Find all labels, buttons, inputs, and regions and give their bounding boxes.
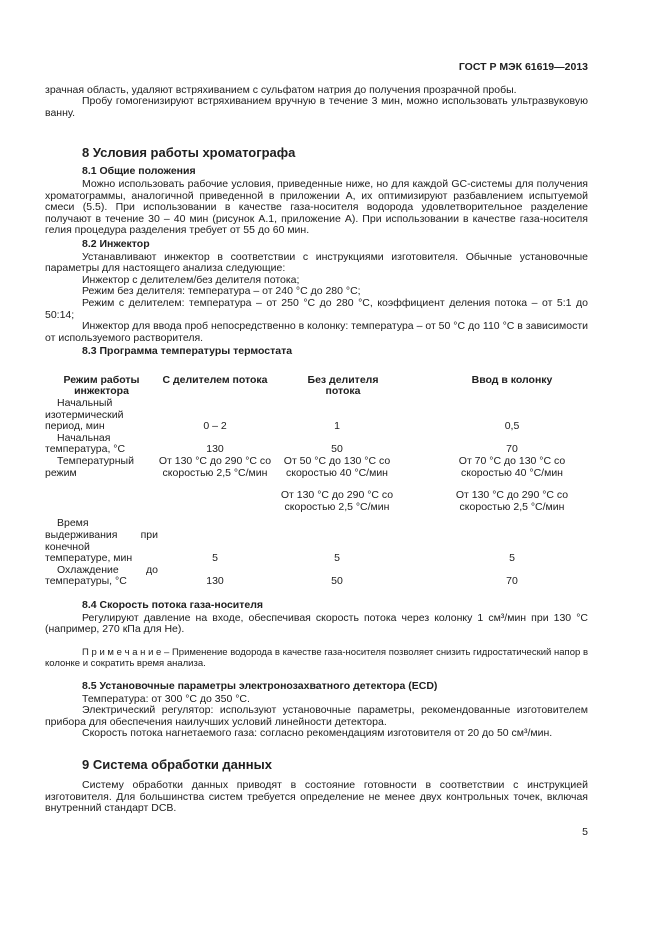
section-8-4-paragraph: Регулируют давление на входе, обеспечивая скорость потока через колонку 1 см³/мин при 130 °С (например, 270 кПа для He). <box>45 611 588 636</box>
table-row <box>45 456 588 479</box>
section-8-2-paragraph-2: Инжектор с делителем/без делителя потока; <box>82 273 300 286</box>
cell-splitless-value: 5 <box>334 552 340 565</box>
intro-paragraph: Пробу гомогенизируют встряхиванием вручную в течение 3 мин, можно использовать ультразвуковую ванну. <box>45 95 588 119</box>
header-split: С делителем потока <box>162 373 268 386</box>
cell-row-label: Начальная температура, °С <box>45 431 126 456</box>
cell-oncolumn-value: 70 <box>506 443 518 456</box>
table-row <box>45 518 588 564</box>
section-8-1-heading: 8.1 Общие положения <box>82 165 196 178</box>
cell-split-value: 5 <box>212 552 218 565</box>
cell-oncolumn-value: От 70 °С до 130 °С со скоростью 40 °С/мин <box>458 455 566 479</box>
cell-oncolumn-value: 5 <box>509 552 515 565</box>
cell-oncolumn-value: 70 <box>506 575 518 588</box>
section-8-5-paragraph-2: Электрический регулятор: используют установочные параметры, рекомендованные изготовителем прибора для обеспечения наилучших условий линейности детектора. <box>45 704 588 728</box>
cell-split-value: 0 – 2 <box>203 420 227 433</box>
section-8-4-note: П р и м е ч а н и е – Применение водорода в качестве газа-носителя позволяет снизить гидростатический напор в колонке и сократить время анализа. <box>45 646 588 670</box>
cell-row-label: Начальный изотермический период, мин <box>45 397 124 433</box>
cell-splitless-value: 1 <box>334 420 340 433</box>
section-8-2-paragraph-4: Режим с делителем: температура – от 250 °С до 280 °С, коэффициент деления потока – от 5:1 до 50:14; <box>45 296 588 321</box>
section-8-5-paragraph-3: Скорость потока нагнетаемого газа: согласно рекомендациям изготовителя от 20 до 50 см³/мин. <box>82 727 553 740</box>
cell-splitless-value: 50 <box>331 443 343 456</box>
header-oncolumn: Ввод в колонку <box>471 373 553 386</box>
section-8-4-heading: 8.4 Скорость потока газа-носителя <box>82 598 264 611</box>
table-row <box>45 565 588 588</box>
section-8-1-paragraph: Можно использовать рабочие условия, приведенные ниже, но для каждой GC-системы для получения хроматограммы, аналогичной приведенной в приложении А, их оптимизируют разбавлением испытуемой смеси (5.5). При использовании в качестве газа-носителя водорода удовлетворительное разделение получают в течение 30 – 40 мин (рисунок А.1, приложение А). При использовании в качестве газа-носителя гелия процедура разделения требует от 55 до 60 мин. <box>45 177 588 237</box>
header-injector-mode: Режим работы инжектора <box>63 373 140 398</box>
cell-splitless-value: От 130 °С до 290 °С со скоростью 2,5 °С/мин <box>280 489 394 513</box>
running-header: ГОСТ Р МЭК 61619—2013 <box>458 61 588 73</box>
cell-split-value: От 130 °С до 290 °С со скоростью 2,5 °С/мин <box>158 455 272 479</box>
cell-row-label: Температурный режим <box>45 455 134 479</box>
oven-temperature-program-table <box>45 375 588 588</box>
table-row <box>45 490 588 513</box>
section-8-2-paragraph-3: Режим без делителя: температура – от 240 °С до 280 °С; <box>82 285 361 298</box>
table-row <box>45 398 588 433</box>
intro-continued-paragraph: зрачная область, удаляют встряхиванием с сульфатом натрия до получения прозрачной пробы. <box>45 83 517 96</box>
section-8-5-heading: 8.5 Установочные параметры электронозахватного детектора (ECD) <box>82 679 438 692</box>
section-8-2-paragraph-1: Устанавливают инжектор в соответствии с инструкциями изготовителя. Обычные установочные параметры для настоящего анализа следующие: <box>45 250 588 275</box>
section-8-2-heading: 8.2 Инжектор <box>82 237 150 250</box>
section-8-3-heading: 8.3 Программа температуры термостата <box>82 345 293 358</box>
section-8-heading: 8 Условия работы хроматографа <box>82 145 296 161</box>
cell-split-value: 130 <box>206 575 224 588</box>
section-9-heading: 9 Система обработки данных <box>82 756 272 772</box>
section-8-2-paragraph-5: Инжектор для ввода проб непосредственно в колонку: температура – от 50 °С до 110 °С в зависимости от используемого растворителя. <box>45 320 588 344</box>
cell-split-value: 130 <box>206 443 224 456</box>
section-9-paragraph: Систему обработки данных приводят в состояние готовности в соответствии с инструкцией изготовителя. Для большинства систем требуется определение не менее двух контрольных точек, включая внутренний стандарт DCB. <box>45 778 588 815</box>
section-8-5-paragraph-1: Температура: от 300 °С до 350 °С. <box>82 692 250 705</box>
table-header-row <box>45 375 588 398</box>
cell-splitless-value: 50 <box>331 575 343 588</box>
cell-oncolumn-value: 0,5 <box>504 420 520 433</box>
cell-splitless-value: От 50 °С до 130 °С со скоростью 40 °С/мин <box>283 455 391 479</box>
cell-row-label: Охлаждение до температуры, °С <box>45 563 158 588</box>
page-number: 5 <box>582 825 588 838</box>
cell-oncolumn-value: От 130 °С до 290 °С со скоростью 2,5 °С/мин <box>455 489 569 513</box>
header-splitless: Без делителя потока <box>307 373 379 398</box>
cell-row-label: Время выдерживания при конечной температуре, мин <box>45 517 158 565</box>
table-row <box>45 433 588 456</box>
